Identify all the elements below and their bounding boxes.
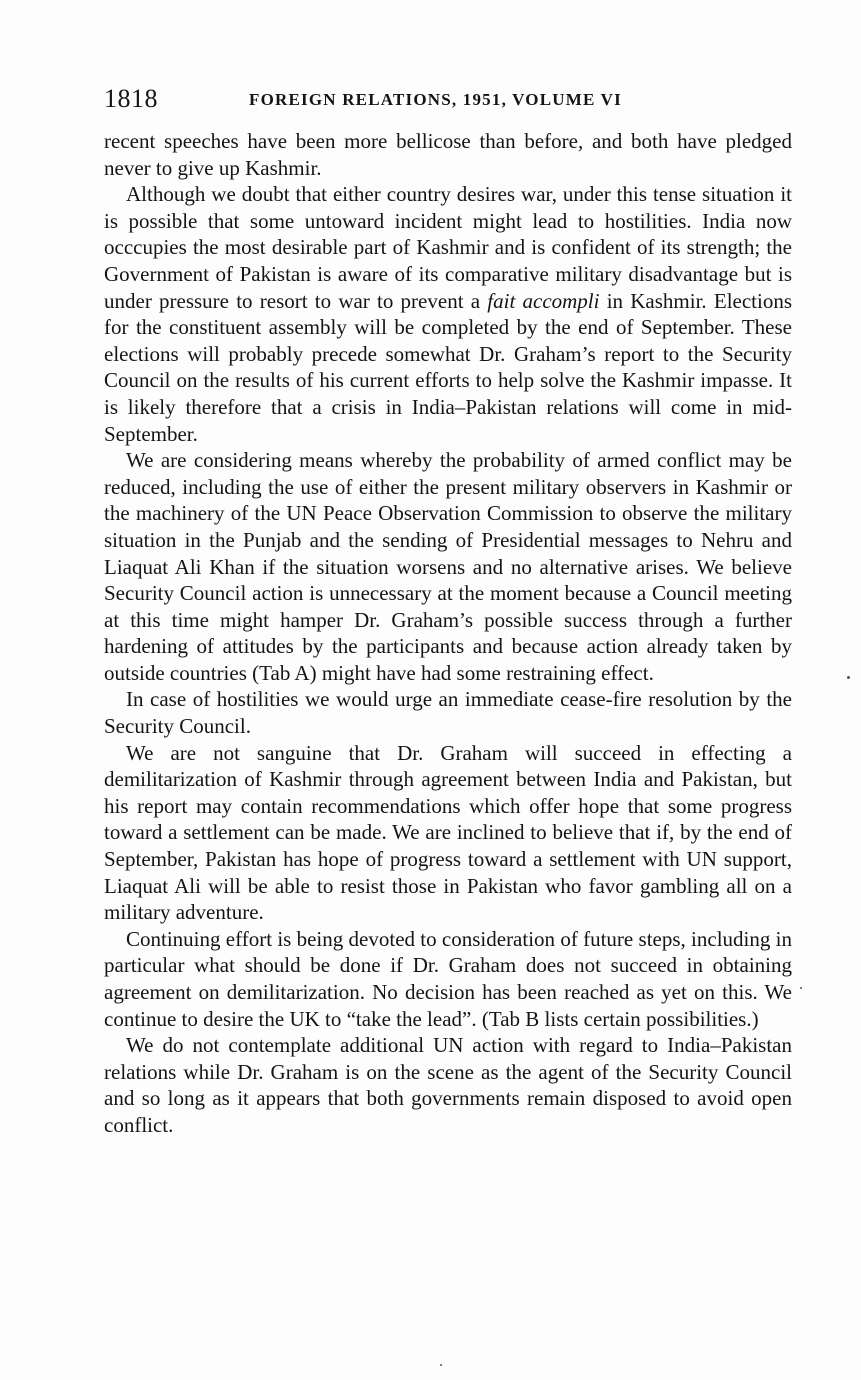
- running-head: FOREIGN RELATIONS, 1951, VOLUME VI: [249, 90, 622, 109]
- scan-speck: [847, 676, 850, 679]
- scan-speck: [800, 987, 802, 989]
- paragraph: [104, 1032, 792, 1138]
- paragraph: [104, 447, 792, 686]
- paragraph: [104, 926, 792, 1032]
- italic-text: fait accompli: [487, 288, 600, 313]
- paragraph-text: in Kashmir. Elections for the constituent assembly will be completed by the end of September. These elections will probably precede somewhat Dr. Graham’s report to the Security Council on the results of his current efforts to help solve the Kashmir impasse. It is likely therefore that a crisis in India–Pakistan relations will come in mid-September.: [104, 288, 793, 446]
- paragraph-text: Although we doubt that either country desires war, under this tense situation it is possible that some untoward incident might lead to hostilities. India now occcupies the most desirable part of Kashmir and is confident of its strength; the Government of Pakistan is aware of its comparative military disadvantage but is under pressure to resort to war to prevent a: [104, 182, 792, 313]
- paragraph: [104, 686, 792, 739]
- paragraph-text: Continuing effort is being devoted to consideration of future steps, including in particular what should be done if Dr. Graham does not succeed in obtaining agreement on demilitarization. No decision has been reached as yet on this. We continue to desire the UK to “take the lead”. (Tab B lists certain possibilities.): [104, 926, 792, 1031]
- paragraph: [104, 740, 792, 926]
- scan-speck: [440, 1364, 442, 1366]
- paragraph-continued: [104, 128, 792, 181]
- paragraph-text: recent speeches have been more bellicose than before, and both have pledged never to give up Kashmir.: [104, 129, 792, 180]
- paragraph-text: We do not contemplate additional UN action with regard to India–Pakistan relations while Dr. Graham is on the scene as the agent of the Security Council and so long as it appears that both governments remain disposed to avoid open conflict.: [104, 1033, 792, 1137]
- paragraph-text: We are considering means whereby the probability of armed conflict may be reduced, including the use of either the present military observers in Kashmir or the machinery of the UN Peace Observation Commission to observe the military situation in the Punjab and the sending of Presidential messages to Nehru and Liaquat Ali Khan if the situation worsens and no alternative arises. We believe Security Council action is unnecessary at the moment because a Council meeting at this time might hamper Dr. Graham’s possible success through a further hardening of attitudes by the participants and because action already taken by outside countries (Tab A) might have had some restraining effect.: [104, 448, 792, 685]
- paragraph-text: In case of hostilities we would urge an immediate cease-fire resolution by the Security Council.: [104, 687, 792, 739]
- page-header: [104, 80, 792, 120]
- page-number: 1818: [104, 84, 158, 113]
- paragraph-text: We are not sanguine that Dr. Graham will succeed in effecting a demilitarization of Kashmir through agreement between India and Pakistan, but his report may contain recommendations which offer hope that some progress toward a settlement can be made. We are inclined to believe that if, by the end of September, Pakistan has hope of progress toward a settlement with UN support, Liaquat Ali will be able to resist those in Pakistan who favor gambling all on a military adventure.: [104, 740, 792, 925]
- paragraph: [104, 181, 792, 447]
- body-text: [104, 128, 792, 1139]
